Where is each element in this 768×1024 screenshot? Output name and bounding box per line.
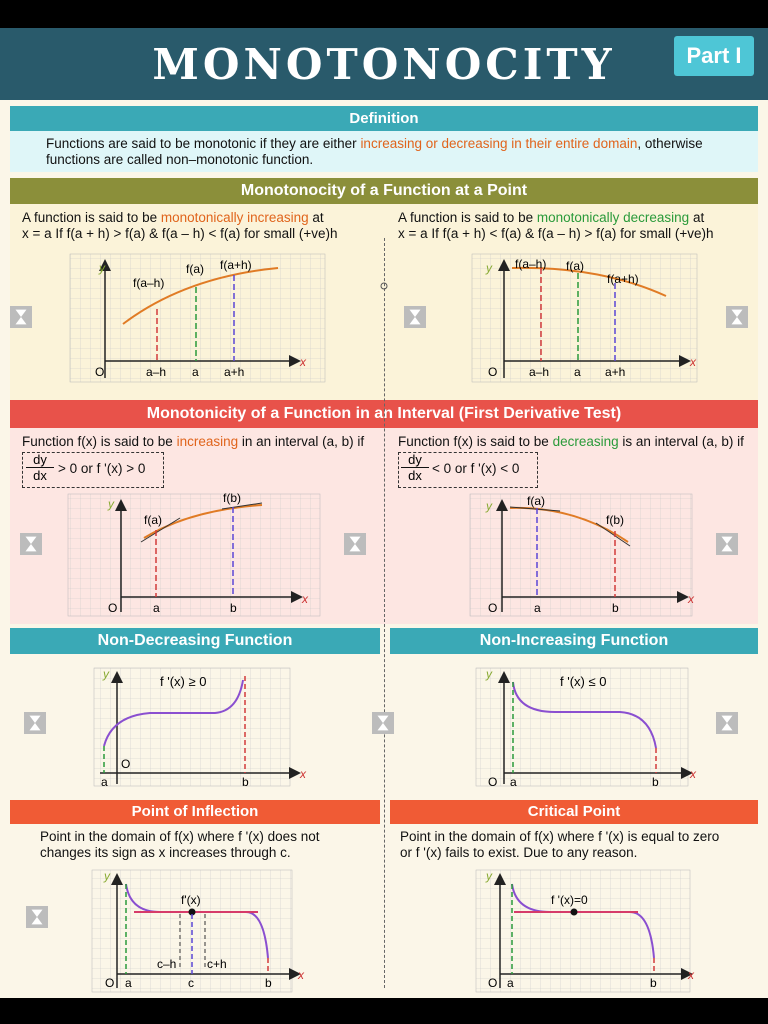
hourglass-icon [726, 306, 748, 328]
interval-heading: Monotonicity of a Function in an Interval (First Derivative Test) [10, 400, 758, 428]
svg-text:b: b [650, 976, 657, 990]
svg-text:b: b [242, 775, 249, 789]
svg-text:x: x [302, 592, 308, 606]
svg-text:f '(x) ≥ 0: f '(x) ≥ 0 [160, 674, 207, 689]
hourglass-icon [10, 306, 32, 328]
svg-text:y: y [104, 869, 110, 883]
svg-text:c: c [188, 976, 194, 990]
interval-left-text: Function f(x) is said to be increasing in an interval (a, b) if [22, 434, 365, 449]
svg-text:a+h: a+h [605, 365, 626, 379]
part-badge: Part I [674, 36, 754, 76]
decreasing-highlight: decreasing [552, 434, 619, 449]
critical-heading: Critical Point [390, 800, 758, 824]
svg-text:O: O [95, 365, 105, 379]
hourglass-icon [404, 306, 426, 328]
divider-knob [381, 283, 387, 289]
nondec-heading: Non-Decreasing Function [10, 628, 380, 654]
svg-text:O: O [488, 365, 498, 379]
svg-text:f(b): f(b) [606, 513, 624, 527]
svg-text:f(a): f(a) [566, 259, 584, 273]
hourglass-icon [716, 712, 738, 734]
definition-text-b: , otherwise [637, 136, 703, 151]
svg-text:O: O [105, 976, 115, 990]
svg-text:b: b [652, 775, 659, 789]
svg-text:y: y [108, 497, 114, 511]
svg-text:y: y [486, 499, 492, 513]
svg-text:a–h: a–h [146, 365, 167, 379]
svg-text:x: x [298, 968, 304, 982]
svg-text:a: a [534, 601, 541, 615]
mono-inc-highlight: monotonically increasing [160, 210, 309, 225]
increasing-condition: > 0 or f '(x) > 0 [58, 461, 146, 476]
svg-text:a: a [507, 976, 514, 990]
hourglass-icon [344, 533, 366, 555]
page [0, 28, 768, 998]
dydx-left: $\frac{dy}{dx}$ [26, 452, 54, 483]
svg-text:x: x [300, 767, 306, 781]
hourglass-icon [716, 533, 738, 555]
hourglass-icon [372, 712, 394, 734]
svg-text:x: x [690, 767, 696, 781]
svg-text:O: O [121, 757, 131, 771]
svg-text:f'(x): f'(x) [181, 893, 201, 907]
svg-text:f(a–h): f(a–h) [133, 276, 165, 290]
graph-mono-increasing [70, 254, 325, 382]
svg-text:b: b [230, 601, 237, 615]
definition-highlight: increasing or decreasing in their entire domain [360, 136, 638, 151]
definition-text-c: functions are called non–monotonic function. [46, 152, 314, 167]
graph-non-decreasing [94, 667, 307, 789]
definition-heading: Definition [10, 106, 758, 131]
increasing-highlight: increasing [176, 434, 239, 449]
hourglass-icon [20, 533, 42, 555]
svg-text:f(a+h): f(a+h) [607, 272, 639, 286]
svg-text:f(a–h): f(a–h) [515, 257, 547, 271]
svg-text:x: x [300, 355, 306, 369]
svg-text:a: a [192, 365, 199, 379]
point-right-text: A function is said to be monotonically decreasing at x = a If f(a + h) < f(a) & f(a – h) > f(a) for small (+ve)h [398, 210, 714, 241]
svg-text:c–h: c–h [157, 957, 177, 971]
graph-increasing-interval [68, 491, 320, 616]
svg-text:f(a): f(a) [144, 513, 162, 527]
svg-text:O: O [108, 601, 118, 615]
svg-text:O: O [488, 976, 498, 990]
svg-text:y: y [486, 261, 492, 275]
svg-text:y: y [103, 667, 109, 681]
inflection-text: Point in the domain of f(x) where f '(x) does not changes its sign as x increases through c. [40, 829, 320, 860]
svg-text:f(b): f(b) [223, 491, 241, 505]
svg-text:b: b [265, 976, 272, 990]
interval-right-text: Function f(x) is said to be decreasing is an interval (a, b) if [398, 434, 744, 449]
graph-non-increasing [476, 667, 697, 789]
point-left-text: A function is said to be monotonically increasing at x = a If f(a + h) > f(a) & f(a – h) < f(a) for small (+ve)h [22, 210, 338, 241]
svg-text:x: x [688, 968, 694, 982]
hourglass-icon [26, 906, 48, 928]
graph-decreasing-interval [470, 494, 695, 616]
noninc-heading: Non-Increasing Function [390, 628, 758, 654]
svg-text:a: a [574, 365, 581, 379]
decreasing-condition: < 0 or f '(x) < 0 [432, 461, 520, 476]
page-title: MONOTONOCITY [152, 40, 616, 89]
graph-mono-decreasing [472, 254, 697, 382]
svg-text:y: y [486, 667, 492, 681]
inflection-heading: Point of Inflection [10, 800, 380, 824]
definition-text-a: Functions are said to be monotonic if they are either [46, 136, 361, 151]
svg-text:a: a [101, 775, 108, 789]
svg-text:f '(x)=0: f '(x)=0 [551, 893, 588, 907]
mono-dec-highlight: monotonically decreasing [536, 210, 690, 225]
svg-text:c+h: c+h [207, 957, 227, 971]
svg-text:y: y [486, 869, 492, 883]
svg-text:a: a [125, 976, 132, 990]
point-heading: Monotonocity of a Function at a Point [10, 178, 758, 204]
svg-text:f(a): f(a) [186, 262, 204, 276]
svg-text:y: y [99, 261, 105, 275]
graph-critical-point [476, 869, 695, 992]
svg-text:a+h: a+h [224, 365, 245, 379]
svg-text:a–h: a–h [529, 365, 550, 379]
svg-text:b: b [612, 601, 619, 615]
critical-text: Point in the domain of f(x) where f '(x) is equal to zero or f '(x) fails to exist. Due to any reason. [400, 829, 720, 860]
svg-text:x: x [690, 355, 696, 369]
graphs-layer [0, 28, 768, 998]
svg-text:O: O [488, 775, 498, 789]
svg-text:f(a): f(a) [527, 494, 545, 508]
dydx-right: $\frac{dy}{dx}$ [401, 452, 429, 483]
svg-text:a: a [510, 775, 517, 789]
svg-text:a: a [153, 601, 160, 615]
svg-text:f '(x) ≤ 0: f '(x) ≤ 0 [560, 674, 607, 689]
hourglass-icon [24, 712, 46, 734]
svg-text:O: O [488, 601, 498, 615]
graph-inflection [92, 869, 305, 992]
svg-text:x: x [688, 592, 694, 606]
svg-text:f(a+h): f(a+h) [220, 258, 252, 272]
